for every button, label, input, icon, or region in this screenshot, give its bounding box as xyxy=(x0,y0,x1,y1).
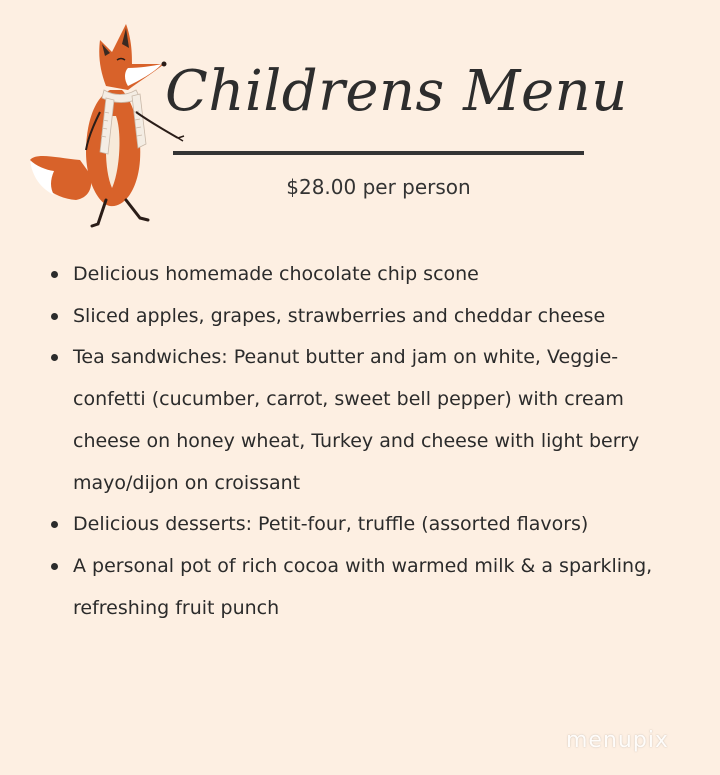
fox-illustration-icon xyxy=(28,20,188,235)
list-item-text: A personal pot of rich cocoa with warmed milk & a sparkling, refreshing fruit punch xyxy=(73,554,653,619)
watermark: menupix xyxy=(566,728,669,753)
menu-items-list xyxy=(0,254,700,629)
list-item xyxy=(0,296,700,338)
menu-title: Childrens Menu xyxy=(165,59,628,124)
list-item-text: Tea sandwiches: Peanut butter and jam on white, Veggie-confetti (cucumber, carrot, sweet bell pepper) with cream cheese on honey wheat, Turkey and cheese with light berry mayo/dijon on croissant xyxy=(73,346,640,494)
bullet-icon xyxy=(51,521,58,528)
title-divider xyxy=(173,151,584,155)
list-item-text: Delicious desserts: Petit-four, truffle (assorted flavors) xyxy=(73,513,589,536)
bullet-icon xyxy=(51,271,58,278)
menu-price: $28.00 per person xyxy=(286,175,471,199)
list-item xyxy=(0,254,700,296)
list-item xyxy=(0,337,700,504)
bullet-icon xyxy=(51,313,58,320)
list-item xyxy=(0,504,700,546)
bullet-icon xyxy=(51,563,58,570)
list-item xyxy=(0,546,700,629)
list-item-text: Delicious homemade chocolate chip scone xyxy=(73,263,479,285)
list-item-text: Sliced apples, grapes, strawberries and cheddar cheese xyxy=(73,304,606,327)
bullet-icon xyxy=(51,354,58,361)
